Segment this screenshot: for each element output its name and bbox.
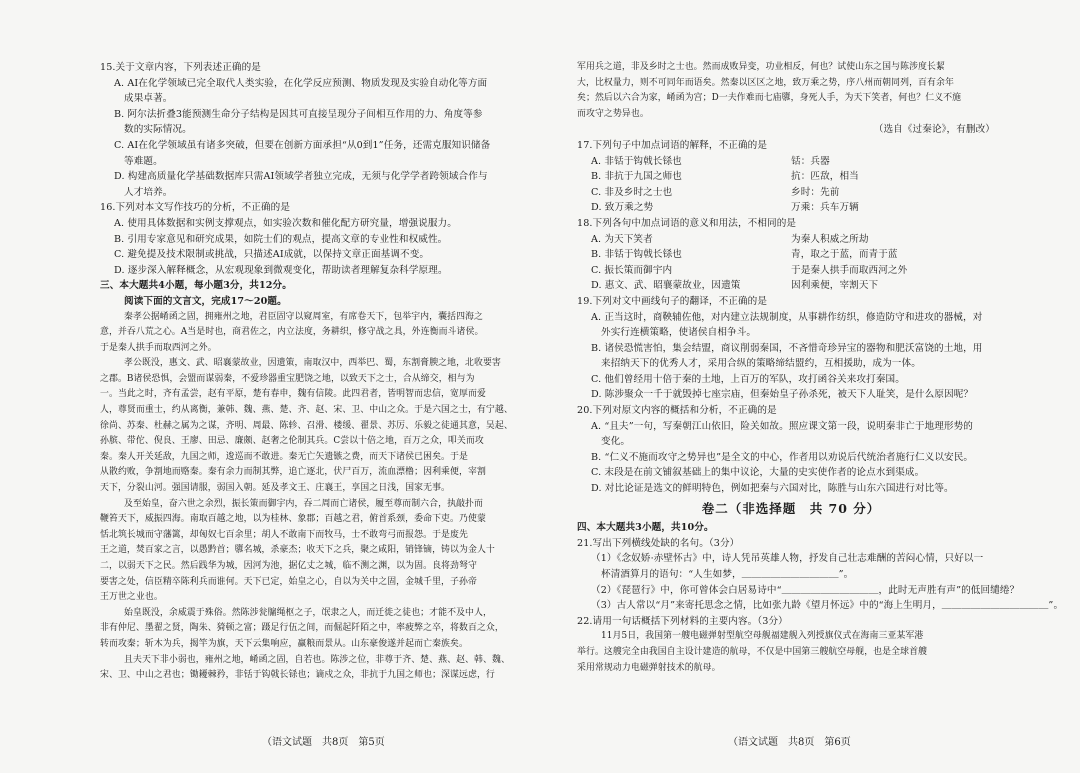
q20-stem: 20.下列对原文内容的概括和分析，不正确的是 (577, 405, 777, 417)
q22-material (577, 629, 1005, 676)
fill-in-line: （3）古人常以“月”来寄托思念之情，比如张九龄《望月怀远》中的“海上生明月，＿＿＿＿＿＿＿＿＿＿＿”。 (591, 600, 1064, 612)
option-line: C. AI在化学领域虽有诸多突破，但要在创新方面承担“从0到1”任务，还需克服知识储备 (114, 139, 491, 151)
right-column (577, 60, 1064, 676)
passage-line: 一。当此之时，齐有孟尝，赵有平原，楚有春申，魏有信陵。此四君者，皆明智而忠信，宽厚而爱 (100, 389, 486, 400)
footer-page-5: （语文试题 共8页 第5页 (262, 737, 385, 748)
fill-in-line: 杯清酒算月的语句：“人生如梦，＿＿＿＿＿＿＿＿＿＿”。 (601, 569, 854, 580)
passage-line: 王万世之业也。 (100, 592, 163, 603)
passage-line: 宋、卫、中山之君也；锄耰棘矜，非铦于钩戟长铩也；谪戍之众，非抗于九国之师也；深谋远虑，行 (100, 670, 495, 681)
passage-line: 人，尊贤而重士，约从离衡，兼韩、魏、燕、楚、齐、赵、宋、卫、中山之众。于是六国之士，有宁越、 (100, 405, 513, 416)
q15-options (100, 76, 528, 201)
material-line: 采用常规动力电磁弹射技术的航母。 (577, 662, 721, 673)
passage-line: 徐尚、苏秦、杜赫之属为之谋，齐明、周最、陈轸、召滑、楼缓、翟景、苏厉、乐毅之徒通其意，吴起、 (100, 420, 513, 431)
option-line: 变化。 (601, 436, 631, 448)
option-row (577, 169, 1005, 185)
passage-line: 秦孝公据崤函之固，拥雍州之地，君臣固守以窥周室，有席卷天下，包举宇内，囊括四海之 (124, 311, 483, 322)
q17-stem: 17.下列句子中加点词语的解释，不正确的是 (577, 139, 768, 151)
passage-line: 二，以弱天下之民。然后践华为城，因河为池，据亿丈之城，临不测之渊，以为固。良将劲弩守 (100, 561, 477, 571)
footer-page-6: （语文试题 共8页 第6页 (728, 737, 851, 748)
q17-options (577, 154, 1005, 216)
option-line: 数的实际情况。 (124, 124, 192, 136)
option-explanation: 于是秦人拱手而取西河之外 (791, 264, 908, 276)
option-sentence: A. 为天下笑者 (591, 233, 653, 245)
option-line: D. 对比论证是选文的鲜明特色，例如把秦与六国对比，陈胜与山东六国进行对比等。 (591, 483, 954, 495)
option-line: C. 他们曾经用十倍于秦的土地，上百万的军队，攻打函谷关来攻打秦国。 (591, 373, 905, 385)
option-line: A. “且夫”一句，写秦朝江山依旧，险关如故。照应课文第一段，说明秦非亡于地理形势的 (591, 420, 974, 432)
option-line: A. 使用具体数据和实例支撑观点，如实验次数和催化配方研究量，增强说服力。 (114, 217, 457, 229)
passage-line: 矣；然后以六合为家，崤函为宫；D一夫作难而七庙隳，身死人手，为天下笑者，何也？仁义不施 (577, 93, 962, 104)
option-line: 来招纳天下的优秀人才，采用合纵的策略缔结盟约，互相援助，成为一体。 (601, 358, 921, 370)
passage-line: 始皇既没，余威震于殊俗。然陈涉瓮牖绳枢之子，氓隶之人，而迁徙之徒也；才能不及中人， (124, 607, 492, 618)
option-row (577, 154, 1005, 170)
option-sentence: B. 非抗于九国之师也 (591, 171, 682, 183)
part-2-title: 卷二（非选择题 共 70 分） (701, 500, 881, 516)
passage-line: 于是秦人拱手而取西河之外。 (100, 342, 217, 353)
passage-source: （选自《过秦论》，有删改） (873, 124, 995, 136)
option-explanation: 铦：兵器 (791, 155, 830, 167)
passage-line: 鞭笞天下，威振四海。南取百越之地，以为桂林、象郡；百越之君，俯首系颈，委命下吏。乃使蒙 (100, 514, 486, 525)
passage-line: 转而攻秦；斩木为兵，揭竿为旗，天下云集响应，赢粮而景从。山东豪俊遂并起而亡秦族矣。 (100, 638, 468, 649)
reading-instruction: 阅读下面的文言文，完成17～20题。 (124, 295, 287, 307)
option-line: D. 逐步深入解释概念，从宏观现象到微观变化，帮助读者理解复杂科学原理。 (114, 264, 448, 276)
passage-line: 王之道，焚百家之言，以愚黔首；隳名城，杀豪杰；收天下之兵，聚之咸阳，销锋镝，铸以为金人十 (100, 545, 495, 556)
option-line: D. 陈涉聚众一千于就毁掉七座宗庙，但秦始皇子孙杀死，被天下人耻笑，是什么原因呢？ (591, 389, 974, 401)
option-line: D. 构建高质量化学基础数据库只需AI领域学者独立完成，无须与化学学者跨领域合作与 (114, 171, 488, 183)
fill-in-line: （2）《琵琶行》中，你可曾体会白居易诗中“＿＿＿＿＿＿＿＿＿＿，此时无声胜有声”的低回缱绻？ (591, 584, 1020, 596)
passage-line: 要害之处，信臣精卒陈利兵而谁何。天下已定，始皇之心，自以为关中之固，金城千里，子孙帝 (100, 576, 477, 587)
passage-line: 及至始皇，奋六世之余烈，振长策而御宇内，吞二周而亡诸侯，履至尊而制六合，执敲扑而 (124, 498, 483, 509)
passage-line: 之郡。B诸侯恐惧，会盟而谋弱秦，不爱珍器重宝肥饶之地，以致天下之士，合从缔交，相与为 (100, 373, 475, 384)
q15-stem: 15.关于文章内容，下列表述正确的是 (100, 62, 261, 73)
passage-line: 且夫天下非小弱也，雍州之地，崤函之固，自若也。陈涉之位，非尊于齐、楚、燕、赵、韩、魏、 (124, 654, 510, 665)
option-row (577, 200, 1005, 216)
option-row (577, 232, 1005, 248)
option-line: A. AI在化学领域已完全取代人类实验，在化学反应预测、物质发现及实验自动化等方面 (114, 77, 488, 89)
option-line: B. 引用专家意见和研究成果，如院士们的观点，提高文章的专业性和权威性。 (114, 233, 448, 245)
material-line: 11月5日，我国第一艘电磁弹射型航空母舰福建舰入列授旗仪式在海南三亚某军港 (601, 631, 924, 642)
q21-items (577, 551, 1064, 613)
option-explanation: 乡时：先前 (791, 186, 840, 198)
q19-options (577, 310, 1005, 404)
passage-line: 孝公既没，惠文、武、昭襄蒙故业，因遗策，南取汉中，西举巴、蜀，东割膏腴之地，北收要害 (124, 358, 501, 369)
q20-options (577, 419, 1005, 497)
option-line: 成果卓著。 (124, 93, 173, 105)
passage-line: 从散约败，争割地而赂秦。秦有余力而制其弊，追亡逐北，伏尸百万，流血漂橹；因利乘便，宰割 (100, 467, 486, 478)
option-explanation: 青，取之于蓝，而青于蓝 (791, 249, 898, 261)
option-explanation: 因利乘便，宰割天下 (791, 280, 879, 292)
option-line: C. 末段是在前文铺叙基础上的集中议论，大量的史实使作者的论点水到渠成。 (591, 467, 925, 479)
passage-line: 大，比权量力，则不可同年而语矣。然秦以区区之地，致万乘之势，序八州而朝同列，百有余年 (577, 77, 954, 88)
passage-line: 军用兵之道，非及乡时之士也。然而成败异变，功业相反，何也？试使山东之国与陈涉度长絜 (577, 62, 945, 72)
option-line: A. 正当这时，商鞅辅佐他，对内建立法规制度，从事耕作纺织，修造防守和进攻的器械，对 (591, 311, 983, 323)
option-row (577, 263, 1005, 279)
option-line: C. 避免提及技术限制或挑战，只描述AI成就，以保持文章正面基调不变。 (114, 249, 430, 261)
q18-options (577, 232, 1005, 294)
option-explanation: 抗：匹敌，相当 (791, 171, 859, 183)
fill-in-line: （1）《念奴娇·赤壁怀古》中，诗人凭吊英雄人物，抒发自己壮志难酬的苦闷心情，只好以一 (591, 553, 984, 565)
q22-stem: 22.请用一句话概括下列材料的主要内容。（3分） (577, 615, 788, 627)
option-line: B. 阿尔法折叠3能预测生命分子结构是因其可直接呈现分子间相互作用的力、角度等参 (114, 108, 483, 120)
material-line: 举行。这艘完全由我国自主设计建造的航母，不仅是中国第三艘航空母舰，也是全球首艘 (577, 646, 928, 657)
q21-stem: 21.写出下列横线处缺的名句。（3分） (577, 537, 740, 549)
option-row (577, 185, 1005, 201)
passage-line: 而攻守之势异也。 (577, 108, 649, 119)
option-line: 外实行连横策略，使诸侯自相争斗。 (601, 327, 757, 339)
option-line: 人才培养。 (124, 186, 173, 198)
option-line: B. “仁义不施而攻守之势异也”是全文的中心，作者用以劝说后代统治者施行仁义以安民。 (591, 451, 974, 463)
option-explanation: 为秦人积威之所劫 (791, 233, 869, 245)
section-4-heading: 四、本大题共3小题，共10分。 (577, 522, 714, 534)
option-row (577, 247, 1005, 263)
q19-stem: 19.下列对文中画线句子的翻译，不正确的是 (577, 295, 768, 307)
passage-line: 孙膑、带佗、倪良、王廖、田忌、廉颇、赵奢之伦制其兵。C尝以十倍之地，百万之众，叩关而攻 (100, 436, 484, 447)
section-3-heading: 三、本大题共4小题，每小题3分，共12分。 (100, 280, 292, 292)
q16-stem: 16.下列对本文写作技巧的分析，不正确的是 (100, 202, 291, 214)
classical-passage-continued (577, 60, 1005, 122)
option-sentence: D. 致万乘之势 (591, 202, 654, 214)
option-sentence: D. 惠文、武、昭襄蒙故业，因遗策 (591, 280, 741, 292)
passage-line: 非有仲尼、墨翟之贤，陶朱、猗顿之富；蹑足行伍之间，而倔起阡陌之中，率疲弊之卒，将数百之众， (100, 623, 504, 634)
q16-options (100, 216, 528, 278)
classical-passage (100, 310, 528, 684)
option-line: B. 诸侯恐慌害怕，集会结盟，商议削弱秦国，不吝惜奇珍异宝的器物和肥沃富饶的土地，用 (591, 342, 983, 354)
option-sentence: B. 非铦于钩戟长铩也 (591, 249, 682, 261)
option-sentence: C. 非及乡时之士也 (591, 186, 673, 198)
q18-stem: 18.下列各句中加点词语的意义和用法，不相同的是 (577, 217, 797, 229)
option-row (577, 278, 1005, 294)
option-sentence: C. 振长策而御宇内 (591, 264, 673, 276)
passage-line: 秦。秦人开关延敌，九国之师，逡巡而不敢进。秦无亡矢遗镞之费，而天下诸侯已困矣。于是 (100, 451, 468, 462)
passage-line: 恬北筑长城而守藩篱，却匈奴七百余里；胡人不敢南下而牧马，士不敢弯弓而报怨。于是废先 (100, 529, 468, 540)
passage-line: 天下，分裂山河。强国请服，弱国入朝。延及孝文王、庄襄王，享国之日浅，国家无事。 (100, 483, 451, 494)
option-line: 等难题。 (124, 155, 163, 167)
option-sentence: A. 非铦于钩戟长铩也 (591, 155, 682, 167)
passage-line: 意，并吞八荒之心。A当是时也，商君佐之，内立法度，务耕织，修守战之具，外连衡而斗诸侯。 (100, 327, 484, 338)
left-column (100, 60, 528, 684)
option-explanation: 万乘：兵车万辆 (791, 202, 859, 214)
